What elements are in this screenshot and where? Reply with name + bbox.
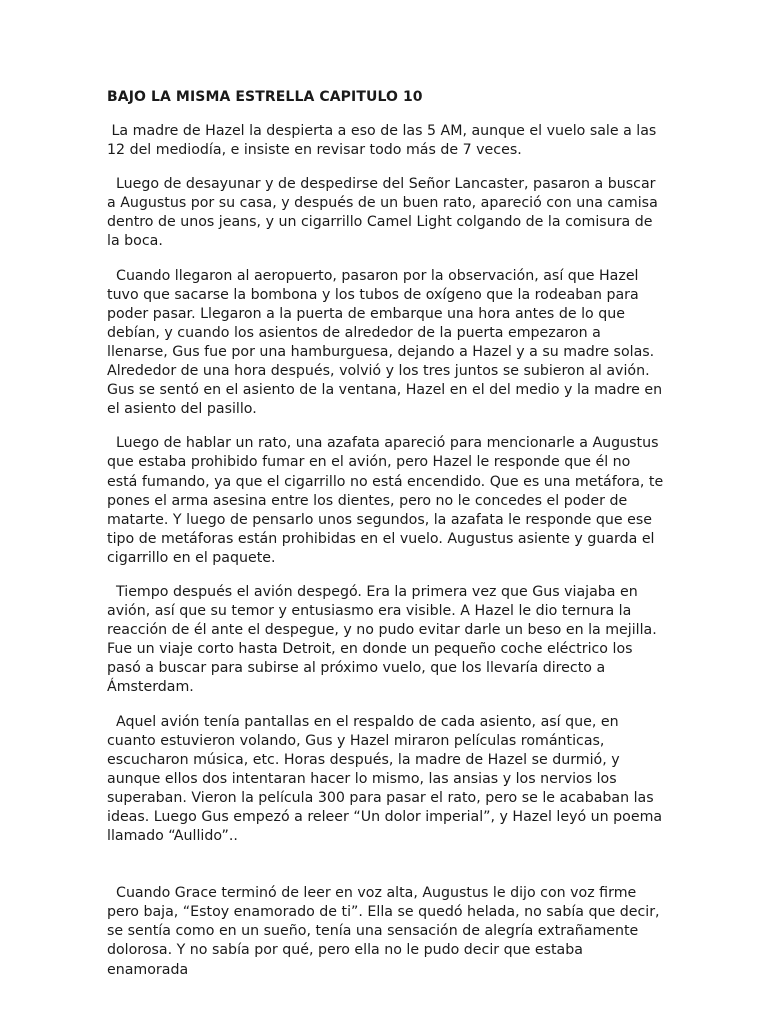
paragraph-5: Tiempo después el avión despegó. Era la primera vez que Gus viajaba en avión, así que su temor y entusiasmo era visible. A Hazel le dio ternura la reacción de él ante el despegue, y no pudo evitar darle un beso en la mejilla. Fue un viaje corto hasta Detroit, en donde un pequeño coche eléctrico los pasó a buscar para subirse al próximo vuelo, que los llevaría directo a Ámsterdam. — [107, 583, 662, 696]
paragraph-1: La madre de Hazel la despierta a eso de las 5 AM, aunque el vuelo sale a las 12 del mediodía, e insiste en revisar todo más de 7 veces. — [107, 123, 661, 159]
document-title: BAJO LA MISMA ESTRELLA CAPITULO 10 — [107, 89, 423, 105]
document-page — [107, 88, 668, 995]
paragraph-7: Cuando Grace terminó de leer en voz alta, Augustus le dijo con voz firme pero baja, “Estoy enamorado de ti”. Ella se quedó helada, no sabía que decir, se sentía como en un sueño, tenía una sensación de alegría extrañamente dolorosa. Y no sabía por qué, pero ella no le pudo decir que estaba enamorada — [107, 885, 665, 978]
paragraph-6: Aquel avión tenía pantallas en el respaldo de cada asiento, así que, en cuanto estuvieron volando, Gus y Hazel miraron películas románticas, escucharon música, etc. Horas después, la madre de Hazel se durmió, y aunque ellos dos intentaran hacer lo mismo, las ansias y los nervios los superaban. Vieron la película 300 para pasar el rato, pero se le acababan las ideas. Luego Gus empezó a releer “Un dolor imperial”, y Hazel leyó un poema llamado “Aullido”.. — [107, 713, 667, 845]
paragraph-4: Luego de hablar un rato, una azafata apareció para mencionarle a Augustus que estaba prohibido fumar en el avión, pero Hazel le responde que él no está fumando, ya que el cigarrillo no está encendido. Que es una metáfora, te pones el arma asesina entre los dientes, pero no le concedes el poder de matarte. Y luego de pensarlo unos segundos, la azafata le responde que ese tipo de metáforas están prohibidas en el vuelo. Augustus asiente y guarda el cigarrillo en el paquete. — [107, 435, 668, 566]
paragraph-2: Luego de desayunar y de despedirse del Señor Lancaster, pasaron a buscar a Augustus por su casa, y después de un buen rato, apareció con una camisa dentro de unos jeans, y un cigarrillo Camel Light colgando de la comisura de la boca. — [107, 176, 663, 250]
paragraph-3: Cuando llegaron al aeropuerto, pasaron por la observación, así que Hazel tuvo que sacarse la bombona y los tubos de oxígeno que la rodeaban para poder pasar. Llegaron a la puerta de embarque una hora antes de lo que debían, y cuando los asientos de alrededor de la puerta empezaron a llenarse, Gus fue por una hamburguesa, dejando a Hazel y a su madre solas. Alrededor de una hora después, volvió y los tres juntos se subieron al avión. Gus se sentó en el asiento de la ventana, Hazel en el del medio y la madre en el asiento del pasillo. — [107, 267, 667, 418]
